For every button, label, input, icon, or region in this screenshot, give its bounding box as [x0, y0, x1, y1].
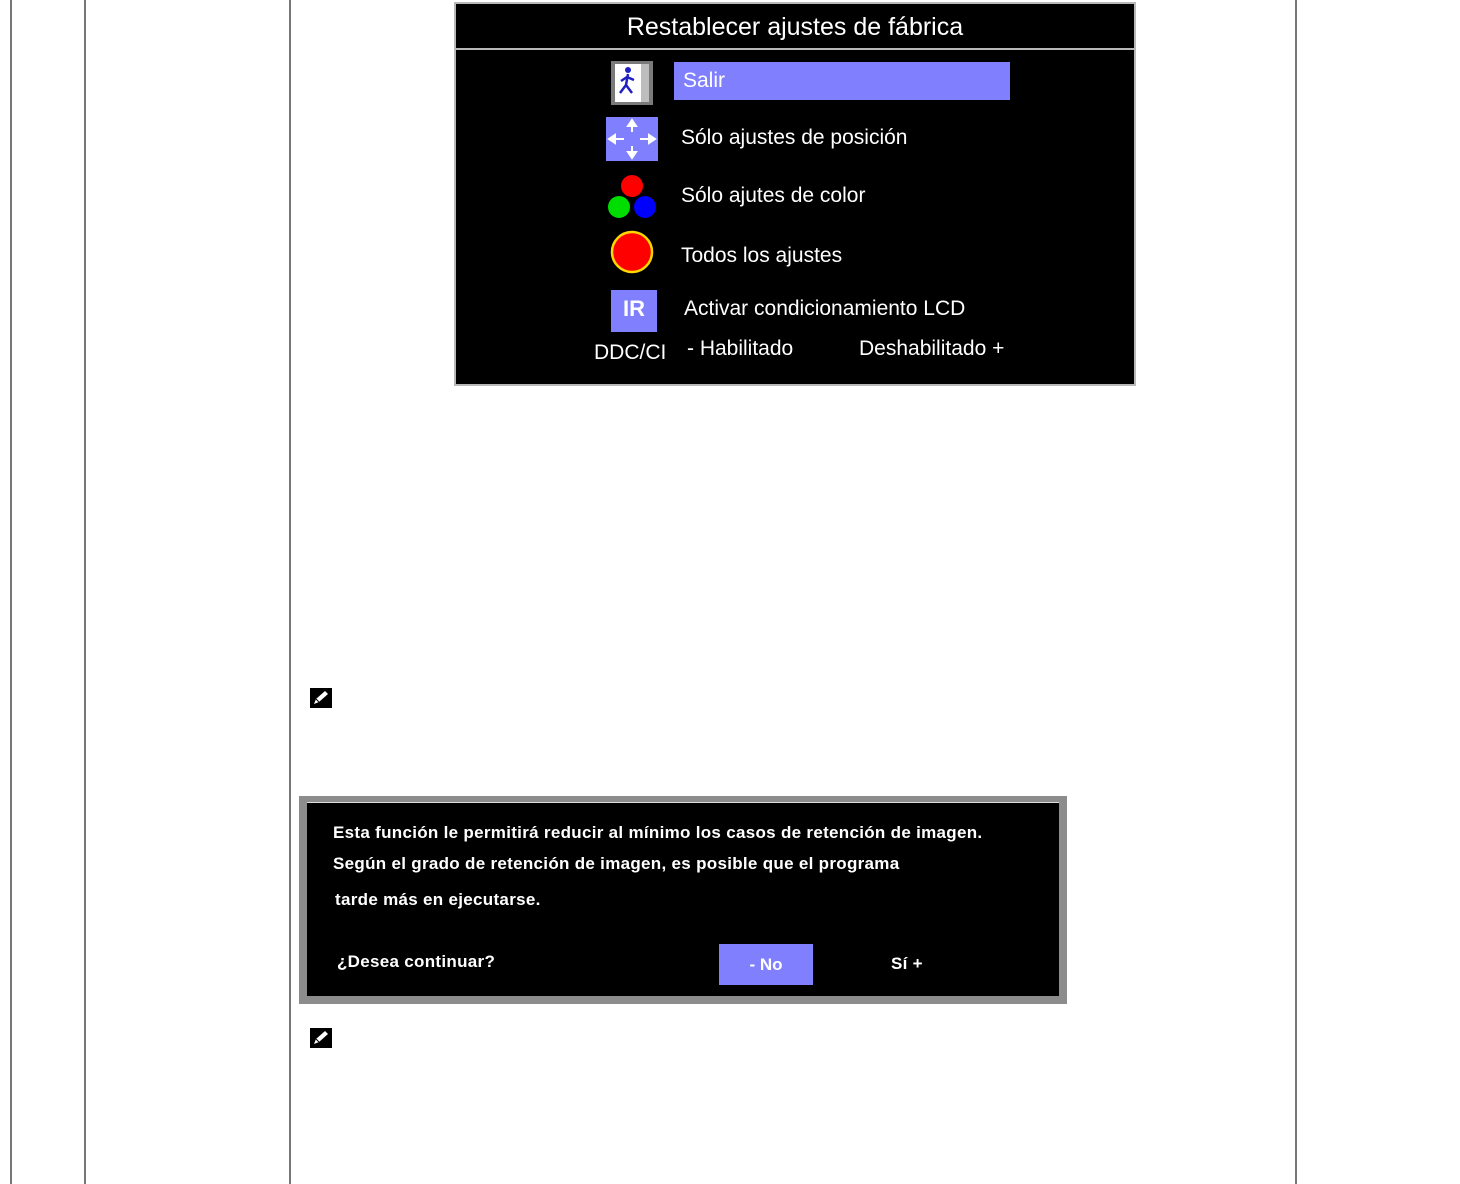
rgb-color-icon [606, 174, 658, 222]
lcd-conditioning-dialog [299, 796, 1067, 1004]
dialog-question: ¿Desea continuar? [337, 952, 496, 971]
menu-item-salir[interactable] [674, 62, 1010, 100]
menu-item-position[interactable]: Sólo ajustes de posición [681, 126, 908, 149]
dialog-body [307, 802, 1059, 996]
yes-button[interactable]: Sí + [891, 954, 923, 973]
ddcci-enable-option[interactable]: - Habilitado [687, 337, 794, 360]
factory-reset-osd [454, 2, 1136, 386]
position-arrows-icon [606, 117, 658, 161]
osd-title: Restablecer ajustes de fábrica [456, 4, 1134, 50]
frame-line-1 [10, 0, 12, 1184]
note-pencil-icon [310, 688, 332, 708]
red-circle-icon [610, 230, 654, 274]
dialog-line-2: Según el grado de retención de imagen, es posible que el programa [333, 854, 900, 873]
frame-line-4 [1295, 0, 1297, 1184]
ddcci-disable-option[interactable]: Deshabilitado + [859, 337, 1005, 360]
exit-icon [611, 61, 653, 105]
menu-item-all[interactable]: Todos los ajustes [681, 244, 843, 267]
no-button[interactable]: - No [719, 944, 813, 985]
ddcci-label: DDC/CI [594, 341, 667, 364]
menu-item-lcd-conditioning[interactable]: Activar condicionamiento LCD [684, 297, 966, 320]
ir-icon-text: IR [623, 296, 645, 321]
menu-item-label: Salir [683, 69, 726, 92]
frame-line-3 [289, 0, 291, 1184]
ir-icon [611, 290, 657, 332]
dialog-line-3: tarde más en ejecutarse. [335, 890, 541, 909]
note-pencil-icon [310, 1028, 332, 1048]
menu-item-color[interactable]: Sólo ajutes de color [681, 184, 866, 207]
dialog-line-1: Esta función le permitirá reducir al mínimo los casos de retención de imagen. [333, 823, 983, 842]
frame-line-2 [84, 0, 86, 1184]
